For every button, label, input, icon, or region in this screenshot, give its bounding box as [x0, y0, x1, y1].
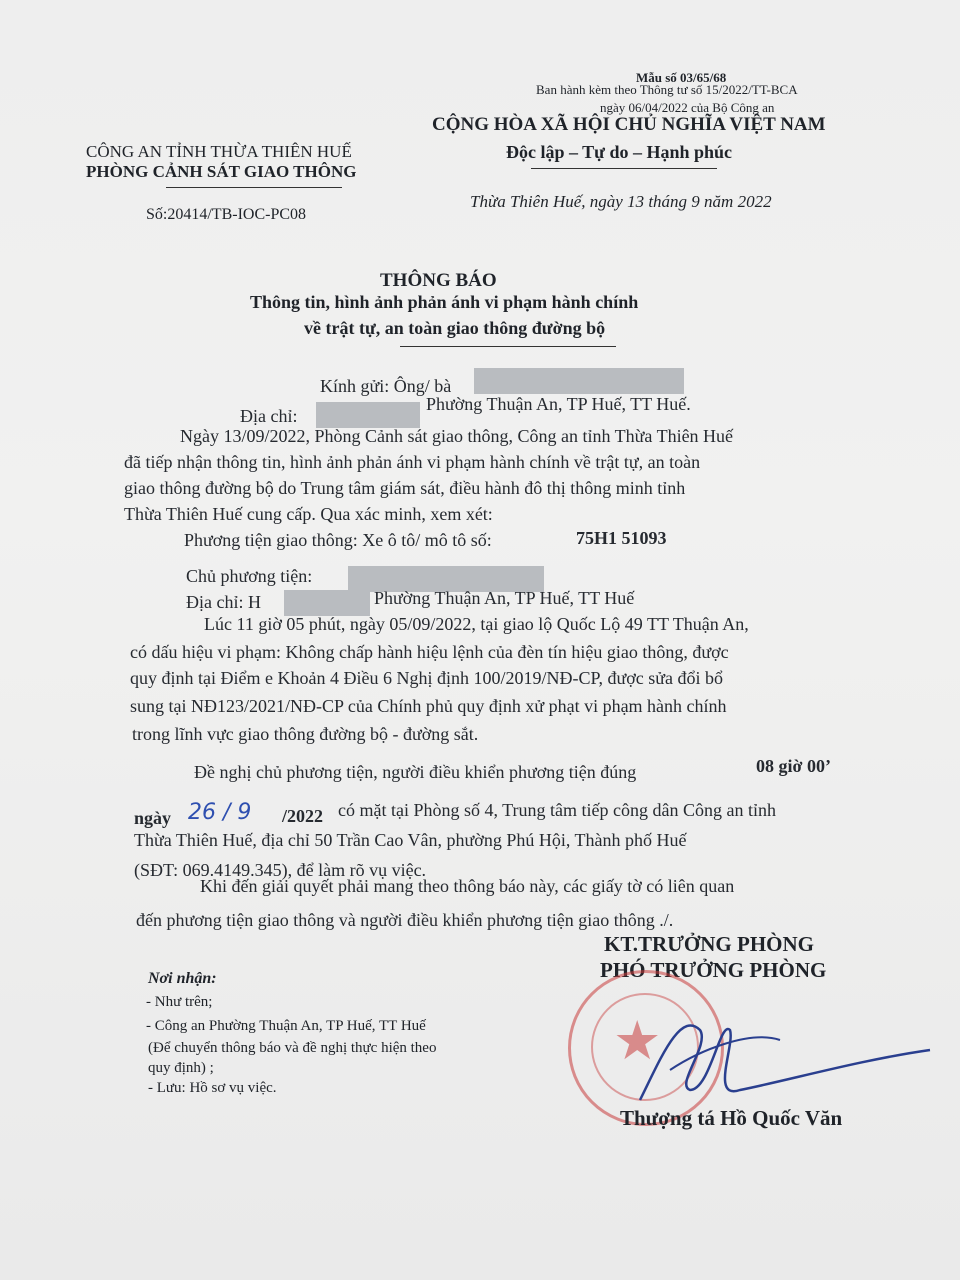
signature-title-line2: PHÓ TRƯỞNG PHÒNG [600, 958, 827, 982]
paragraph4-line2: đến phương tiện giao thông và người điều khiển phương tiện giao thông ./. [136, 910, 674, 930]
paragraph3-line4: (SĐT: 069.4149.345), để làm rõ vụ việc. [134, 860, 427, 880]
document-subtitle-line2: về trật tự, an toàn giao thông đường bộ [304, 318, 606, 338]
redacted-address [316, 402, 420, 428]
owner-address-rest: Phường Thuận An, TP Huế, TT Huế [374, 588, 635, 608]
date-line: Thừa Thiên Huế, ngày 13 tháng 9 năm 2022 [470, 192, 772, 211]
paragraph2-line1: Lúc 11 giờ 05 phút, ngày 05/09/2022, tại giao lộ Quốc Lộ 49 TT Thuận An, [204, 614, 749, 634]
license-plate: 75H1 51093 [576, 528, 667, 548]
paragraph1-line1: Ngày 13/09/2022, Phòng Cảnh sát giao thông, Công an tỉnh Thừa Thiên Huế [180, 426, 734, 446]
department-underline [166, 187, 342, 188]
redacted-name [474, 368, 684, 394]
signature-title-line1: KT.TRƯỞNG PHÒNG [604, 932, 814, 956]
paragraph4-line1: Khi đến giải quyết phải mang theo thông báo này, các giấy tờ có liên quan [200, 876, 735, 896]
title-underline [400, 346, 616, 347]
recipient-line5: - Lưu: Hồ sơ vụ việc. [148, 1080, 277, 1096]
recipient-line2: - Công an Phường Thuận An, TP Huế, TT Huế [146, 1018, 426, 1034]
paragraph3-line1: Đề nghị chủ phương tiện, người điều khiển phương tiện đúng [194, 762, 637, 782]
paragraph1-line2: đã tiếp nhận thông tin, hình ảnh phản ánh vi phạm hành chính về trật tự, an toàn [124, 452, 701, 472]
recipient-line4: quy định) ; [148, 1060, 214, 1076]
vehicle-label: Phương tiện giao thông: Xe ô tô/ mô tô số: [184, 530, 492, 550]
handwritten-date: 26 / 9 [188, 800, 252, 825]
paragraph3-line2: có mặt tại Phòng số 4, Trung tâm tiếp công dân Công an tỉnh [338, 800, 776, 820]
paragraph2-line4: sung tại NĐ123/2021/NĐ-CP của Chính phủ quy định xử phạt vi phạm hành chính [130, 696, 727, 716]
paragraph2-line3: quy định tại Điểm e Khoản 4 Điều 6 Nghị định 100/2019/NĐ-CP, được sửa đổi bổ [130, 668, 723, 688]
redacted-owner-address [284, 590, 370, 616]
paragraph1-line3: giao thông đường bộ do Trung tâm giám sát, điều hành đô thị thông minh tỉnh [124, 478, 686, 498]
recipient-line1: - Như trên; [146, 994, 213, 1010]
owner-address-label: Địa chỉ: H [186, 592, 261, 612]
agency-name: CÔNG AN TỈNH THỪA THIÊN HUẾ [86, 142, 352, 161]
paragraph3-line3: Thừa Thiên Huế, địa chỉ 50 Trần Cao Vân, phường Phú Hội, Thành phố Huế [134, 830, 687, 850]
handwritten-signature [600, 990, 940, 1120]
paragraph1-line4: Thừa Thiên Huế cung cấp. Qua xác minh, xem xét: [124, 504, 493, 524]
motto-underline [531, 168, 717, 169]
document-subtitle-line1: Thông tin, hình ảnh phản ánh vi phạm hành chính [250, 292, 639, 312]
document-title: THÔNG BÁO [380, 270, 497, 291]
stamp-star-icon: ★ [613, 1011, 662, 1071]
department-name: PHÒNG CẢNH SÁT GIAO THÔNG [86, 162, 357, 181]
address-rest: Phường Thuận An, TP Huế, TT Huế. [426, 394, 691, 414]
appointment-time: 08 giờ 00’ [756, 756, 831, 776]
greeting: Kính gửi: Ông/ bà [320, 376, 452, 396]
paragraph2-line5: trong lĩnh vực giao thông đường bộ - đường sắt. [132, 724, 479, 744]
address-label: Địa chỉ: [240, 406, 298, 426]
form-number: Mẫu số 03/65/68 [636, 70, 727, 85]
recipients-label: Nơi nhận: [148, 970, 217, 987]
country-name: CỘNG HÒA XÃ HỘI CHỦ NGHĨA VIỆT NAM [432, 114, 826, 135]
paragraph2-line2: có dấu hiệu vi phạm: Không chấp hành hiệu lệnh của đèn tín hiệu giao thông, được [130, 642, 729, 662]
owner-label: Chủ phương tiện: [186, 566, 313, 586]
recipient-line3: (Để chuyển thông báo và đề nghị thực hiện theo [148, 1040, 437, 1056]
issued-by: Ban hành kèm theo Thông tư số 15/2022/TT-BCA [536, 82, 798, 97]
national-motto: Độc lập – Tự do – Hạnh phúc [506, 142, 733, 162]
issued-date: ngày 06/04/2022 của Bộ Công an [600, 100, 775, 115]
appointment-ngay: ngày [134, 808, 172, 828]
signer-name: Thượng tá Hồ Quốc Văn [620, 1106, 843, 1130]
appointment-year: /2022 [282, 806, 324, 826]
document-number: Số:20414/TB-IOC-PC08 [146, 206, 307, 223]
